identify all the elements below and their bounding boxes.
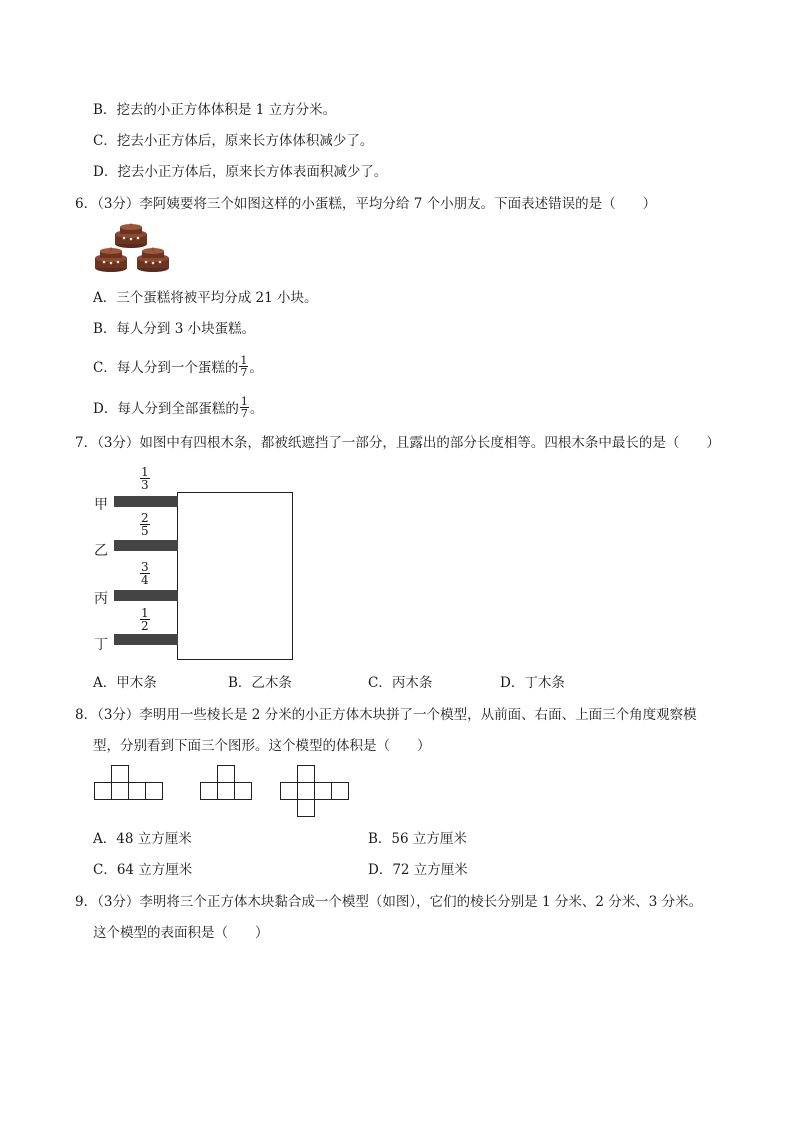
q7-option-d: D．丁木条 (500, 675, 565, 691)
q9-stem-line2: 这个模型的表面积是（ ） (93, 925, 269, 941)
q7-stem: 7．（3分）如图中有四根木条，都被纸遮挡了一部分，且露出的部分长度相等。四根木条中最长的是（ ） (75, 435, 720, 451)
q5-option-c: C．挖去小正方体后，原来长方体体积减少了。 (93, 133, 374, 149)
fraction-denominator: 3 (141, 478, 149, 492)
q7-option-a: A．甲木条 (93, 675, 157, 691)
paper-cover (177, 492, 293, 660)
fraction-numerator: 3 (141, 560, 149, 574)
q6-option-a: A．三个蛋糕将被平均分成 21 小块。 (93, 290, 318, 306)
fraction-denominator: 7 (240, 407, 248, 420)
q8-option-c: C．64 立方厘米 (93, 862, 193, 878)
q7-option-b: B．乙木条 (228, 675, 292, 691)
q5-option-b: B．挖去的小正方体体积是 1 立方分米。 (93, 102, 337, 118)
q6-option-d-suffix: 。 (249, 401, 264, 417)
top-view-figure (280, 764, 352, 818)
stick-jia (114, 496, 178, 507)
stick-ding (114, 634, 178, 645)
q8-option-b: B．56 立方厘米 (368, 831, 467, 847)
fraction-numerator: 1 (141, 606, 149, 620)
q8-stem-line1: 8．（3分）李明用一些棱长是 2 分米的小正方体木块拼了一个模型，从前面、右面、上面三个角度观察模 (75, 707, 697, 723)
right-view-figure (200, 764, 256, 800)
q6-option-d (93, 395, 264, 421)
q6-option-c-suffix: 。 (249, 360, 263, 376)
q8-option-d: D．72 立方厘米 (368, 862, 468, 878)
fraction (239, 355, 248, 378)
fraction (140, 512, 150, 537)
stick-label-bing: 丙 (94, 591, 108, 607)
stick-bing (114, 590, 178, 601)
q8-stem-line2: 型，分别看到下面三个图形。这个模型的体积是（ ） (93, 738, 431, 754)
q5-option-d: D．挖去小正方体后，原来长方体表面积减少了。 (93, 164, 388, 180)
q8-option-a: A．48 立方厘米 (93, 831, 192, 847)
fraction-numerator: 2 (141, 511, 149, 525)
fraction-denominator: 4 (141, 573, 149, 587)
fraction-denominator: 2 (141, 619, 149, 633)
fraction-numerator: 1 (240, 354, 248, 367)
fraction (140, 561, 150, 586)
q7-option-c: C．丙木条 (368, 675, 433, 691)
q6-stem: 6．（3分）李阿姨要将三个如图这样的小蛋糕，平均分给 7 个小朋友。下面表述错误的是（ ） (75, 196, 657, 212)
q7-stick-figure (90, 462, 300, 662)
q9-stem-line1: 9．（3分）李明将三个正方体木块黏合成一个模型（如图），它们的棱长分别是 1 分米、2 分米、3 分米。 (75, 894, 703, 910)
cake-icon (93, 222, 173, 274)
q6-option-b: B．每人分到 3 小块蛋糕。 (93, 321, 256, 337)
q6-option-d-text: D．每人分到全部蛋糕的 (93, 401, 239, 417)
stick-label-jia: 甲 (94, 497, 108, 513)
fraction-denominator: 5 (141, 524, 149, 538)
fraction-numerator: 1 (240, 395, 248, 408)
stick-label-ding: 丁 (94, 637, 108, 653)
stick-label-yi: 乙 (94, 543, 108, 559)
front-view-figure (94, 764, 166, 800)
stick-yi (114, 540, 178, 551)
fraction-numerator: 1 (141, 465, 149, 479)
q6-option-c (93, 354, 263, 380)
fraction (140, 607, 150, 632)
fraction (240, 396, 249, 419)
q6-option-c-text: C．每人分到一个蛋糕的 (93, 360, 239, 376)
fraction (140, 466, 150, 491)
fraction-denominator: 7 (240, 366, 248, 379)
